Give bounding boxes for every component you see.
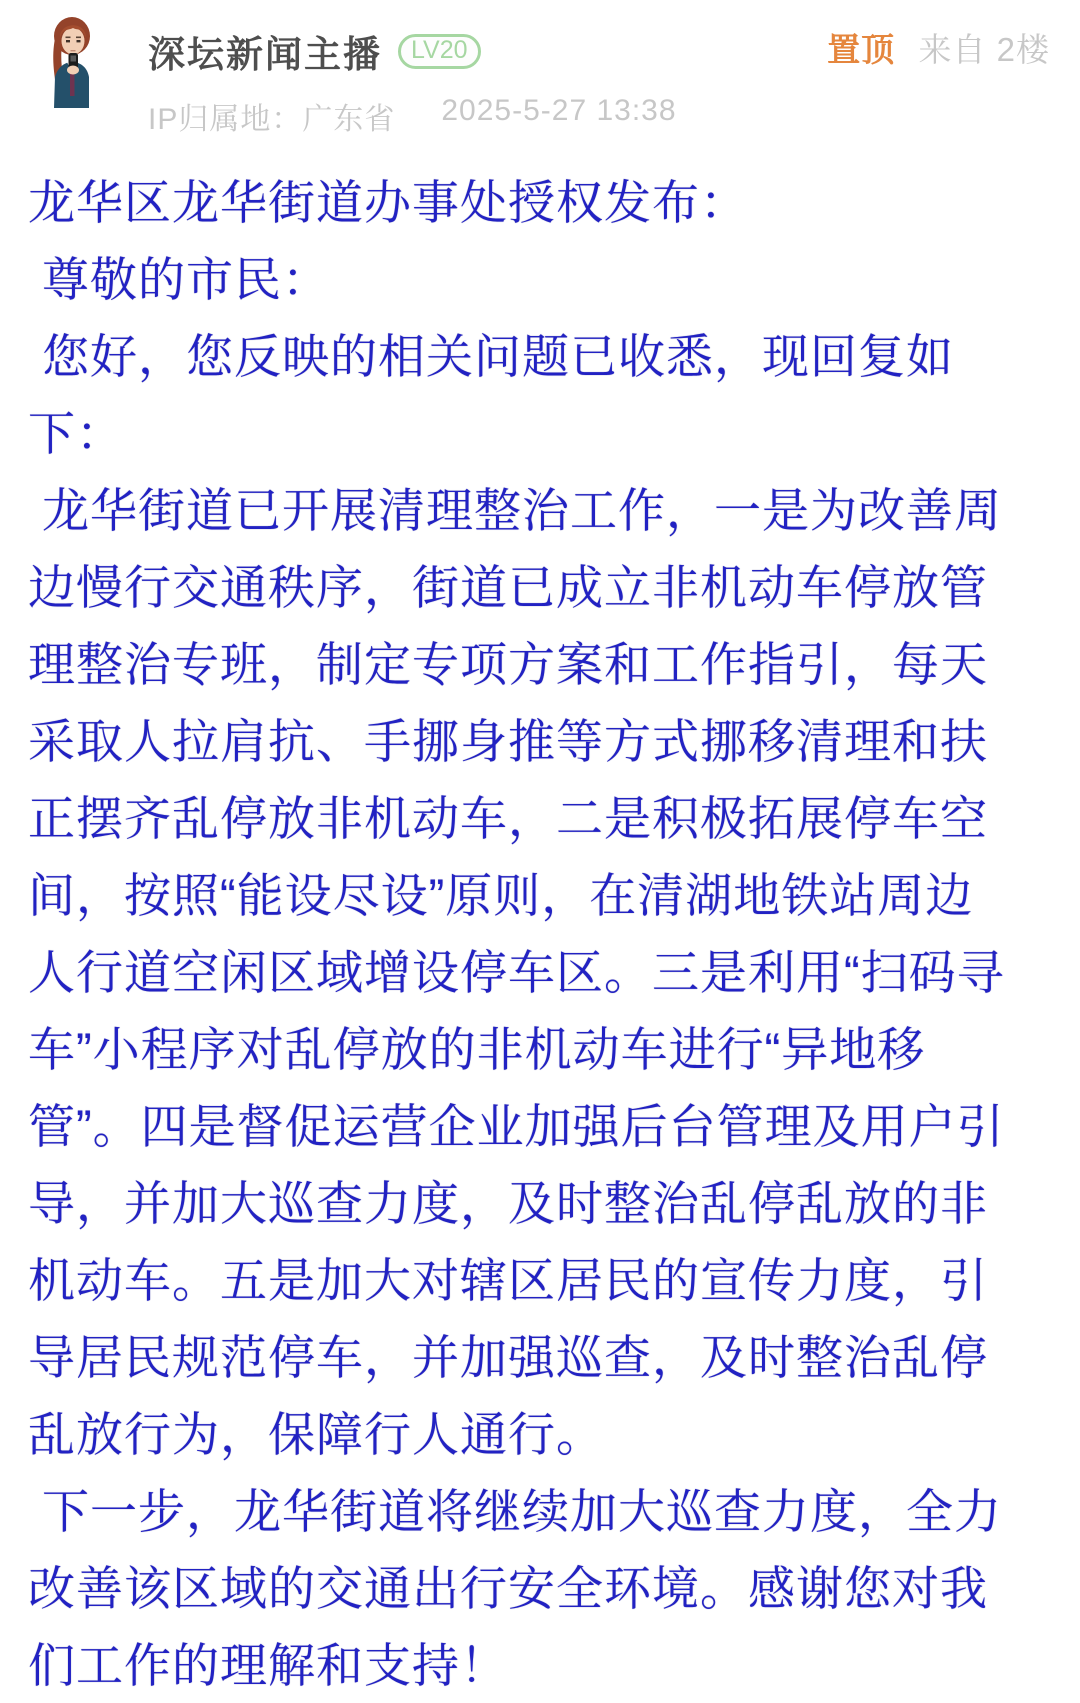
floor-label[interactable]: 来自 2楼 (918, 31, 1050, 68)
avatar[interactable] (46, 14, 98, 108)
ip-location-label: IP归属地：广东省 (148, 103, 396, 136)
pinned-badge: 置顶 (827, 31, 896, 68)
body-line: 龙华区龙华街道办事处授权发布： (28, 176, 748, 229)
post-timestamp: 2025-5-27 13:38 (441, 94, 677, 127)
body-line: 间，按照“能设尽设”原则，在清湖地铁站周边 (28, 869, 974, 922)
author-block (148, 14, 677, 138)
post-body (0, 138, 1080, 1703)
body-line: 管”。四是督促运营企业加强后台管理及用户引 (28, 1100, 1005, 1153)
body-line: 们工作的理解和支持！ (28, 1639, 508, 1692)
body-line: 下： (28, 407, 124, 460)
body-line: 您好，您反映的相关问题已收悉，现回复如 (28, 330, 955, 383)
body-line: 下一步，龙华街道将继续加大巡查力度，全力 (28, 1485, 1003, 1538)
body-line: 边慢行交通秩序，街道已成立非机动车停放管 (28, 561, 988, 614)
body-line: 龙华街道已开展清理整治工作，一是为改善周 (28, 484, 1003, 537)
body-line: 乱放行为，保障行人通行。 (28, 1408, 604, 1461)
body-line: 正摆齐乱停放非机动车，二是积极拓展停车空 (28, 792, 988, 845)
username[interactable]: 深坛新闻主播 (148, 34, 382, 75)
author-row (148, 24, 677, 78)
body-line: 车”小程序对乱停放的非机动车进行“异地移 (28, 1023, 926, 1076)
level-badge: LV20 (398, 34, 481, 69)
body-line: 改善该区域的交通出行安全环境。感谢您对我 (28, 1562, 988, 1615)
body-line: 机动车。五是加大对辖区居民的宣传力度，引 (28, 1254, 988, 1307)
post-header (0, 0, 1080, 138)
body-line: 理整治专班，制定专项方案和工作指引，每天 (28, 638, 988, 691)
post-right-meta (827, 24, 1050, 71)
body-line: 导，并加大巡查力度，及时整治乱停乱放的非 (28, 1177, 988, 1230)
body-line: 人行道空闲区域增设停车区。三是利用“扫码寻 (28, 946, 1005, 999)
news-anchor-avatar-icon (46, 14, 98, 108)
author-meta-row (148, 94, 677, 138)
body-line: 尊敬的市民： (28, 253, 331, 306)
body-line: 采取人拉肩抗、手挪身推等方式挪移清理和扶 (28, 715, 988, 768)
body-line: 导居民规范停车，并加强巡查，及时整治乱停 (28, 1331, 988, 1384)
